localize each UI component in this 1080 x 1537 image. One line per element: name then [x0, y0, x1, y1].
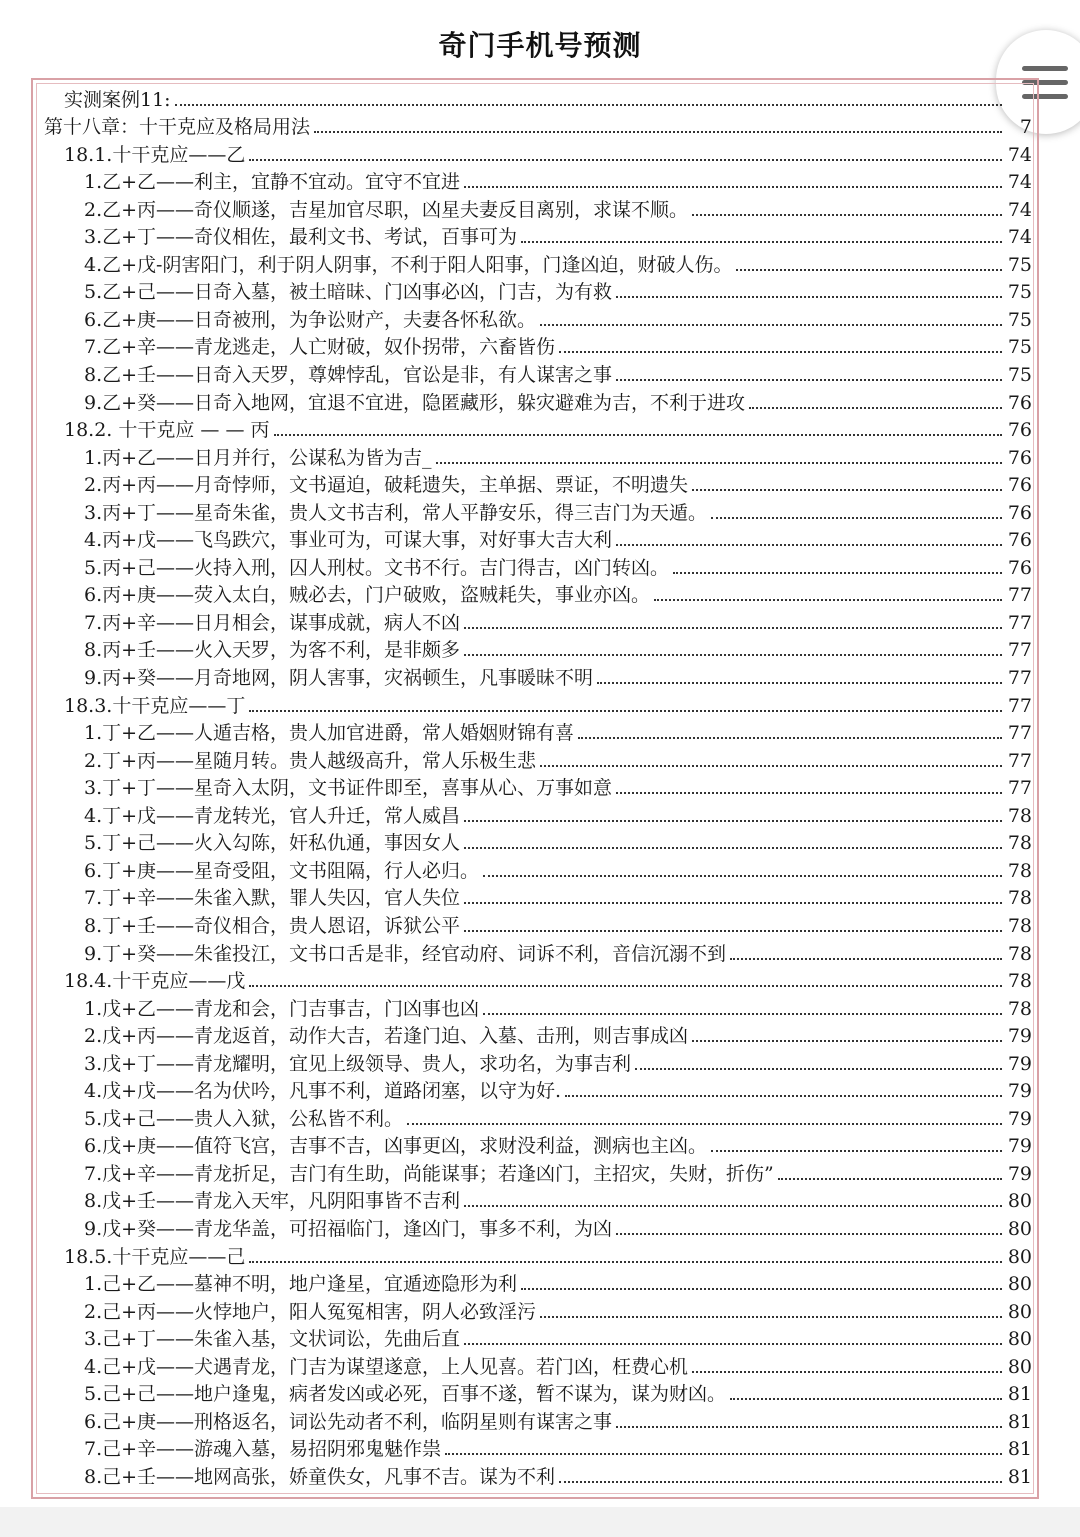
toc-entry-title: 3.丁+丁——星奇入太阴，文书证件即至，喜事从心、万事如意 — [84, 777, 613, 800]
toc-entry[interactable] — [38, 800, 1034, 828]
toc-dot-leader — [540, 324, 1002, 326]
toc-entry[interactable] — [38, 1076, 1034, 1104]
toc-dot-leader — [616, 544, 1002, 546]
toc-entry[interactable] — [38, 883, 1034, 911]
toc-dot-leader — [464, 930, 1002, 932]
toc-entry-page: 77 — [1007, 667, 1032, 690]
toc-entry-title: 1.乙+乙——利主，宜静不宜动。宜守不宜进 — [84, 171, 461, 194]
toc-entry-page: 77 — [1007, 777, 1032, 800]
toc-entry-title: 2.己+丙——火悖地户，阳人冤冤相害，阴人必致淫污 — [84, 1300, 537, 1323]
toc-dot-leader — [464, 1343, 1002, 1345]
toc-entry-title: 8.己+壬——地网高张，娇童佚女，凡事不吉。谋为不利 — [84, 1465, 556, 1488]
toc-entry[interactable] — [38, 1186, 1034, 1214]
toc-dot-leader — [464, 627, 1002, 629]
toc-dot-leader — [274, 434, 1002, 436]
toc-entry-page: 77 — [1007, 611, 1032, 634]
toc-entry-title: 6.乙+庚——日奇被刑，为争讼财产，夫妻各怀私欲。 — [84, 308, 537, 331]
toc-entry-page: 78 — [1007, 942, 1032, 965]
toc-entry-page: 75 — [1007, 308, 1032, 331]
toc-entry-page: 76 — [1007, 556, 1032, 579]
toc-entry-title: 18.2. 十干克应 — — 丙 — [64, 419, 270, 442]
toc-entry-title: 2.丁+丙——星随月转。贵人越级高升，常人乐极生悲 — [84, 749, 537, 772]
toc-entry-page: 74 — [1007, 143, 1032, 166]
toc-dot-leader — [559, 1481, 1002, 1483]
toc-dot-leader — [616, 1426, 1002, 1428]
toc-entry-page: 81 — [1007, 1410, 1032, 1433]
toc-dot-leader — [730, 958, 1002, 960]
toc-entry[interactable] — [38, 1213, 1034, 1241]
toc-dot-leader — [616, 1233, 1002, 1235]
toc-entry-page: 76 — [1007, 474, 1032, 497]
toc-entry[interactable] — [38, 1048, 1034, 1076]
toc-entry-page: 80 — [1007, 1300, 1032, 1323]
toc-entry-page: 80 — [1007, 1190, 1032, 1213]
toc-entry-title: 5.丁+己——火入勾陈，奸私仇通，事因女人 — [84, 832, 461, 855]
toc-entry[interactable] — [38, 249, 1034, 277]
toc-entry[interactable] — [38, 1379, 1034, 1407]
toc-dot-leader — [711, 517, 1002, 519]
toc-entry-title: 9.丁+癸——朱雀投江，文书口舌是非，经官动府、词诉不利，音信沉溺不到 — [84, 942, 727, 965]
toc-dot-leader — [736, 269, 1002, 271]
toc-entry-page: 77 — [1007, 722, 1032, 745]
toc-entry-title: 1.丁+乙——人遁吉格，贵人加官进爵，常人婚姻财锦有喜 — [84, 722, 575, 745]
toc-dot-leader — [778, 1178, 1002, 1180]
toc-entry[interactable] — [38, 635, 1034, 663]
toc-entry-title: 9.戊+癸——青龙华盖，可招福临门，逢凶门，事多不利，为凶 — [84, 1217, 613, 1240]
toc-dot-leader — [692, 1040, 1002, 1042]
toc-entry-page: 80 — [1007, 1217, 1032, 1240]
page-title: 奇门手机号预测 — [438, 29, 642, 62]
toc-entry-title: 7.乙+辛——青龙逃走，人亡财破，奴仆拐带，六畜皆伤 — [84, 336, 556, 359]
toc-dot-leader — [464, 654, 1002, 656]
toc-entry[interactable] — [38, 359, 1034, 387]
toc-entry-title: 18.3.十干克应——丁 — [64, 694, 246, 717]
toc-entry-title: 5.戊+己——贵人入狱，公私皆不利。 — [84, 1107, 404, 1130]
toc-entry[interactable] — [38, 552, 1034, 580]
toc-entry-title: 7.己+辛——游魂入墓，易招阴邪鬼魅作祟 — [84, 1438, 442, 1461]
toc-entry-title: 7.丙+辛——日月相会，谋事成就，病人不凶 — [84, 611, 461, 634]
toc-entry-page: 78 — [1007, 970, 1032, 993]
toc-entry-page: 76 — [1007, 419, 1032, 442]
toc-entry[interactable] — [38, 855, 1034, 883]
toc-entry[interactable] — [38, 1158, 1034, 1186]
table-of-contents — [38, 84, 1034, 1489]
toc-entry-page: 81 — [1007, 1465, 1032, 1488]
toc-dot-leader — [464, 1205, 1002, 1207]
toc-entry-page: 79 — [1007, 1080, 1032, 1103]
toc-entry[interactable] — [38, 910, 1034, 938]
toc-entry-page: 75 — [1007, 281, 1032, 304]
toc-entry[interactable] — [38, 84, 1034, 112]
toc-entry[interactable] — [38, 332, 1034, 360]
toc-dot-leader — [578, 737, 1002, 739]
toc-dot-leader — [249, 159, 1002, 161]
toc-entry-title: 1.戊+乙——青龙和会，门吉事吉，门凶事也凶 — [84, 997, 480, 1020]
toc-dot-leader — [635, 1068, 1002, 1070]
toc-entry-title: 4.己+戊——犬遇青龙，门吉为谋望遂意，上人见喜。若门凶，枉费心机 — [84, 1355, 689, 1378]
toc-entry-page: 78 — [1007, 914, 1032, 937]
toc-dot-leader — [559, 351, 1002, 353]
toc-entry-page: 77 — [1007, 639, 1032, 662]
toc-entry-page: 79 — [1007, 1107, 1032, 1130]
toc-entry[interactable] — [38, 1406, 1034, 1434]
toc-dot-leader — [464, 820, 1002, 822]
toc-entry-page: 80 — [1007, 1328, 1032, 1351]
toc-dot-leader — [692, 1371, 1002, 1373]
toc-entry[interactable] — [38, 415, 1034, 443]
toc-dot-leader — [597, 682, 1002, 684]
toc-entry[interactable] — [38, 387, 1034, 415]
toc-dot-leader — [464, 847, 1002, 849]
toc-entry[interactable] — [38, 607, 1034, 635]
toc-entry[interactable] — [38, 470, 1034, 498]
toc-dot-leader — [521, 241, 1002, 243]
toc-dot-leader — [407, 1123, 1002, 1125]
toc-entry[interactable] — [38, 167, 1034, 195]
toc-entry[interactable] — [38, 497, 1034, 525]
toc-dot-leader — [692, 214, 1002, 216]
toc-dot-leader — [249, 710, 1002, 712]
toc-dot-leader — [730, 1398, 1002, 1400]
toc-entry-page: 78 — [1007, 997, 1032, 1020]
toc-entry[interactable] — [38, 1434, 1034, 1462]
toc-entry[interactable] — [38, 1296, 1034, 1324]
toc-entry[interactable] — [38, 580, 1034, 608]
toc-entry[interactable] — [38, 993, 1034, 1021]
toc-entry[interactable] — [38, 139, 1034, 167]
toc-entry-title: 4.丁+戊——青龙转光，官人升迁，常人威昌 — [84, 804, 461, 827]
toc-entry-title: 4.丙+戊——飞鸟跌穴，事业可为，可谋大事，对好事大吉大利 — [84, 529, 613, 552]
toc-entry-page: 76 — [1007, 446, 1032, 469]
toc-entry-page: 77 — [1007, 749, 1032, 772]
toc-entry-title: 6.丁+庚——星奇受阻，文书阻隔，行人必归。 — [84, 859, 480, 882]
toc-dot-leader — [540, 1316, 1002, 1318]
toc-entry-title: 18.1.十干克应——乙 — [64, 143, 246, 166]
toc-entry-title: 3.戊+丁——青龙耀明，宜见上级领导、贵人，求功名，为事吉利 — [84, 1052, 632, 1075]
toc-dot-leader — [749, 407, 1002, 409]
toc-entry[interactable] — [38, 1324, 1034, 1352]
toc-dot-leader — [483, 875, 1002, 877]
toc-entry-page: 79 — [1007, 1052, 1032, 1075]
toc-entry-page: 79 — [1007, 1025, 1032, 1048]
toc-entry-title: 18.5.十干克应——己 — [64, 1245, 246, 1268]
toc-dot-leader — [175, 104, 1002, 106]
toc-entry-page: 78 — [1007, 859, 1032, 882]
toc-entry-title: 8.乙+壬——日奇入天罗，尊婢悖乱，官讼是非，有人谋害之事 — [84, 364, 613, 387]
toc-entry-title: 2.丙+丙——月奇悖师，文书逼迫，破耗遗失，主单据、票证，不明遗失 — [84, 474, 689, 497]
toc-entry-title: 9.丙+癸——月奇地网，阴人害事，灾祸顿生，凡事暖昧不明 — [84, 667, 594, 690]
toc-dot-leader — [616, 792, 1002, 794]
toc-entry-title: 4.乙+戊-阴害阳门，利于阴人阴事，不利于阳人阳事，门逢凶迫，财破人伤。 — [84, 253, 733, 276]
toc-entry-title: 8.丙+壬——火入天罗，为客不利，是非颇多 — [84, 639, 461, 662]
toc-dot-leader — [436, 462, 1002, 464]
toc-entry[interactable] — [38, 442, 1034, 470]
toc-entry-page: 76 — [1007, 391, 1032, 414]
toc-entry-title: 5.丙+己——火持入刑，囚人刑杖。文书不行。吉门得吉，凶门转凶。 — [84, 556, 670, 579]
toc-entry-title: 5.己+己——地户逢鬼，病者发凶或必死，百事不遂，暂不谋为，谋为财凶。 — [84, 1383, 727, 1406]
toc-entry-page: 79 — [1007, 1162, 1032, 1185]
toc-entry-title: 8.丁+壬——奇仪相合，贵人恩诏，诉狱公平 — [84, 914, 461, 937]
toc-entry-title: 8.戊+壬——青龙入天牢，凡阴阳事皆不吉利 — [84, 1190, 461, 1213]
toc-entry-title: 2.戊+丙——青龙返首，动作大吉，若逢门迫、入墓、击刑，则吉事成凶 — [84, 1025, 689, 1048]
toc-entry-page: 75 — [1007, 336, 1032, 359]
toc-entry-title: 5.乙+己——日奇入墓，被土暗昧、门凶事必凶，门吉，为有救 — [84, 281, 613, 304]
toc-dot-leader — [711, 1150, 1002, 1152]
toc-entry-title: 3.己+丁——朱雀入基，文状词讼，先曲后直 — [84, 1328, 461, 1351]
toc-dot-leader — [445, 1453, 1002, 1455]
toc-entry[interactable] — [38, 222, 1034, 250]
toc-entry[interactable] — [38, 1131, 1034, 1159]
toc-entry[interactable] — [38, 938, 1034, 966]
toc-entry-title: 18.4.十干克应——戊 — [64, 970, 246, 993]
toc-entry-title: 7.戊+辛——青龙折足，吉门有生助，尚能谋事；若逢凶门，主招灾，失财，折伤” — [84, 1162, 774, 1185]
toc-dot-leader — [616, 296, 1002, 298]
toc-entry[interactable] — [38, 690, 1034, 718]
toc-entry-title: 4.戊+戊——名为伏吟，凡事不利，道路闭塞，以守为好. — [84, 1080, 562, 1103]
toc-entry-title: 1.丙+乙——日月并行，公谋私为皆为吉_ — [84, 446, 432, 469]
toc-entry[interactable] — [38, 194, 1034, 222]
toc-entry-page: 79 — [1007, 1135, 1032, 1158]
toc-entry[interactable] — [38, 1461, 1034, 1489]
toc-entry-title: 3.丙+丁——星奇朱雀，贵人文书吉利，常人平静安乐，得三吉门为天遁。 — [84, 501, 708, 524]
toc-entry-page: 76 — [1007, 529, 1032, 552]
toc-dot-leader — [654, 599, 1002, 601]
toc-entry-page: 76 — [1007, 501, 1032, 524]
toc-entry-title: 实测案例11: — [64, 88, 171, 111]
toc-entry-page: 75 — [1007, 364, 1032, 387]
toc-entry-page: 80 — [1007, 1273, 1032, 1296]
toc-entry[interactable] — [38, 304, 1034, 332]
toc-entry[interactable] — [38, 828, 1034, 856]
toc-entry-page: 75 — [1007, 253, 1032, 276]
toc-entry-page: 74 — [1007, 171, 1032, 194]
toc-entry-title: 6.己+庚——刑格返名，词讼先动者不利，临阴星则有谋害之事 — [84, 1410, 613, 1433]
toc-dot-leader — [521, 1288, 1002, 1290]
toc-entry-title: 7.丁+辛——朱雀入默，罪人失囚，官人失位 — [84, 887, 461, 910]
toc-entry[interactable] — [38, 745, 1034, 773]
toc-entry[interactable] — [38, 1269, 1034, 1297]
toc-entry[interactable] — [38, 662, 1034, 690]
toc-entry-page: 77 — [1007, 694, 1032, 717]
toc-entry[interactable] — [38, 773, 1034, 801]
toc-dot-leader — [249, 985, 1002, 987]
toc-entry-page: 81 — [1007, 1383, 1032, 1406]
toc-entry-title: 1.己+乙——墓神不明，地户逢星，宜遁迹隐形为利 — [84, 1273, 518, 1296]
toc-entry[interactable] — [38, 718, 1034, 746]
toc-entry[interactable] — [38, 1021, 1034, 1049]
toc-entry-page: 78 — [1007, 804, 1032, 827]
toc-dot-leader — [616, 379, 1002, 381]
toc-dot-leader — [483, 1013, 1002, 1015]
toc-entry-page: 74 — [1007, 198, 1032, 221]
toc-entry[interactable] — [38, 1241, 1034, 1269]
toc-entry-page: 77 — [1007, 584, 1032, 607]
toc-entry-title: 9.乙+癸——日奇入地网，宜退不宜进，隐匿藏形，躲灾避难为吉，不利于进攻 — [84, 391, 746, 414]
toc-entry-page: 78 — [1007, 832, 1032, 855]
toc-entry[interactable] — [38, 1103, 1034, 1131]
toc-entry-title: 3.乙+丁——奇仪相佐，最利文书、考试，百事可为 — [84, 226, 518, 249]
toc-entry-page: 80 — [1007, 1245, 1032, 1268]
toc-dot-leader — [692, 489, 1002, 491]
toc-entry[interactable] — [38, 525, 1034, 553]
toc-entry-title: 2.乙+丙——奇仪顺遂，吉星加官尽职，凶星夫妻反目离别，求谋不顺。 — [84, 198, 689, 221]
toc-dot-leader — [464, 186, 1002, 188]
toc-entry[interactable] — [38, 966, 1034, 994]
toc-entry-page: 7 — [1019, 116, 1032, 139]
toc-dot-leader — [673, 572, 1002, 574]
toc-entry[interactable] — [38, 277, 1034, 305]
toc-entry-page: 80 — [1007, 1355, 1032, 1378]
toc-dot-leader — [249, 1261, 1002, 1263]
toc-dot-leader — [464, 902, 1002, 904]
bottom-bar — [0, 1507, 1080, 1537]
toc-entry[interactable] — [38, 1351, 1034, 1379]
toc-dot-leader — [565, 1095, 1002, 1097]
toc-entry-page: 81 — [1007, 1438, 1032, 1461]
toc-dot-leader — [314, 131, 1002, 133]
toc-entry-page: 78 — [1007, 887, 1032, 910]
toc-entry-page: 74 — [1007, 226, 1032, 249]
toc-dot-leader — [540, 765, 1002, 767]
toc-entry-title: 6.丙+庚——荧入太白，贼必去，门户破败，盗贼耗失，事业亦凶。 — [84, 584, 651, 607]
toc-entry-title: 第十八章：十干克应及格局用法 — [44, 116, 311, 139]
toc-entry[interactable] — [38, 112, 1034, 140]
toc-entry-title: 6.戊+庚——值符飞宫，吉事不吉，凶事更凶，求财没利益，测病也主凶。 — [84, 1135, 708, 1158]
